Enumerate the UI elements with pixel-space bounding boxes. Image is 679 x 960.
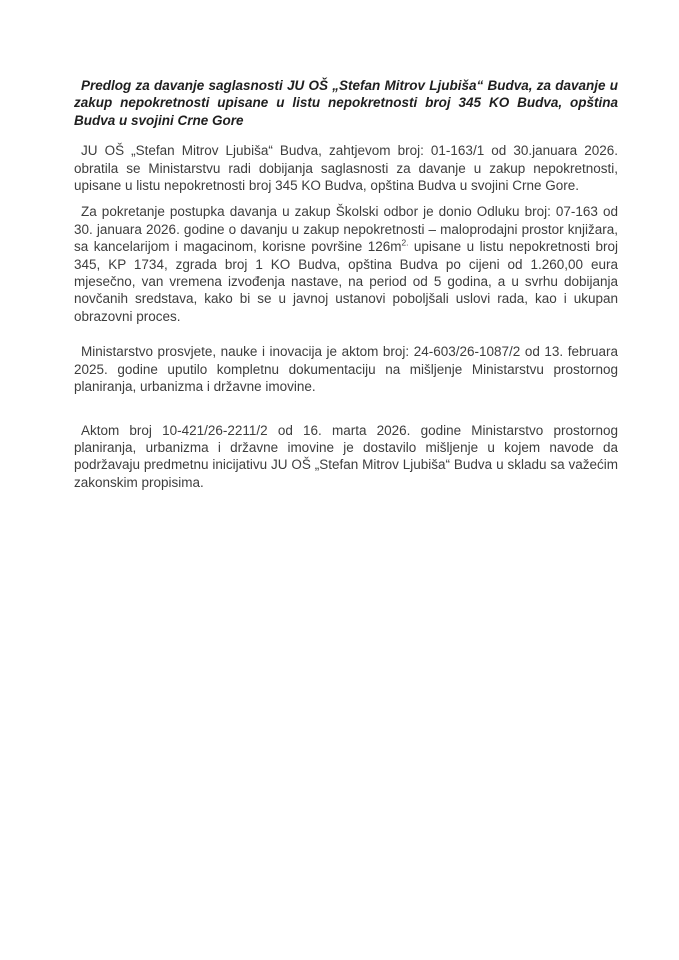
paragraph-request: JU OŠ „Stefan Mitrov Ljubiša“ Budva, zahtjevom broj: 01-163/1 od 30.januara 2026. obratila se Ministarstvu radi dobijanja saglasnosti za davanje u zakup nepokretnosti, upisane u listu nepokretnosti broj 345 KO Budva, opština Budva u svojini Crne Gore. [74, 143, 618, 194]
paragraph-school-board-decision [74, 203, 618, 325]
paragraph-decision-text-before-superscript: Za pokretanje postupka davanja u zakup Školski odbor je donio Odluku broj: 07-163 od 30. januara 2026. godine o davanju u zakup nepokretnosti – maloprodajni prostor knjižara, sa kancelarijom i magacinom, korisne površine 126m [74, 204, 618, 255]
document-title: Predlog za davanje saglasnosti JU OŠ „Stefan Mitrov Ljubiša“ Budva, za davanje u zakup nepokretnosti upisane u listu nepokretnosti broj 345 KO Budva, opština Budva u svojini Crne Gore [74, 78, 618, 128]
paragraph-ministry-education: Ministarstvo prosvjete, nauke i inovacija je aktom broj: 24-603/26-1087/2 od 13. februara 2025. godine uputilo kompletnu dokumentaciju na mišljenje Ministarstvu prostornog planiranja, urbanizma i državne imovine. [74, 344, 618, 395]
paragraph-decision-text-after-superscript: upisane u listu nepokretnosti broj 345, KP 1734, zgrada broj 1 KO Budva, opština Budva po cijeni od 1.260,00 eura mjesečno, van vremena izvođenja nastave, na period od 5 godina, a u svrhu dobijanja novčanih sredstava, kako bi se u javnoj ustanovi poboljšali uslovi rada, kao i ukupan obrazovni proces. [74, 239, 619, 324]
square-meters-superscript: 2. [401, 237, 409, 248]
paragraph-ministry-spatial-planning: Aktom broj 10-421/26-2211/2 od 16. marta 2026. godine Ministarstvo prostornog planiranja, urbanizma i državne imovine je dostavilo mišljenje u kojem navode da podržavaju predmetnu inicijativu JU OŠ „Stefan Mitrov Ljubiša“ Budva u skladu sa važećim zakonskim propisima. [74, 422, 618, 490]
